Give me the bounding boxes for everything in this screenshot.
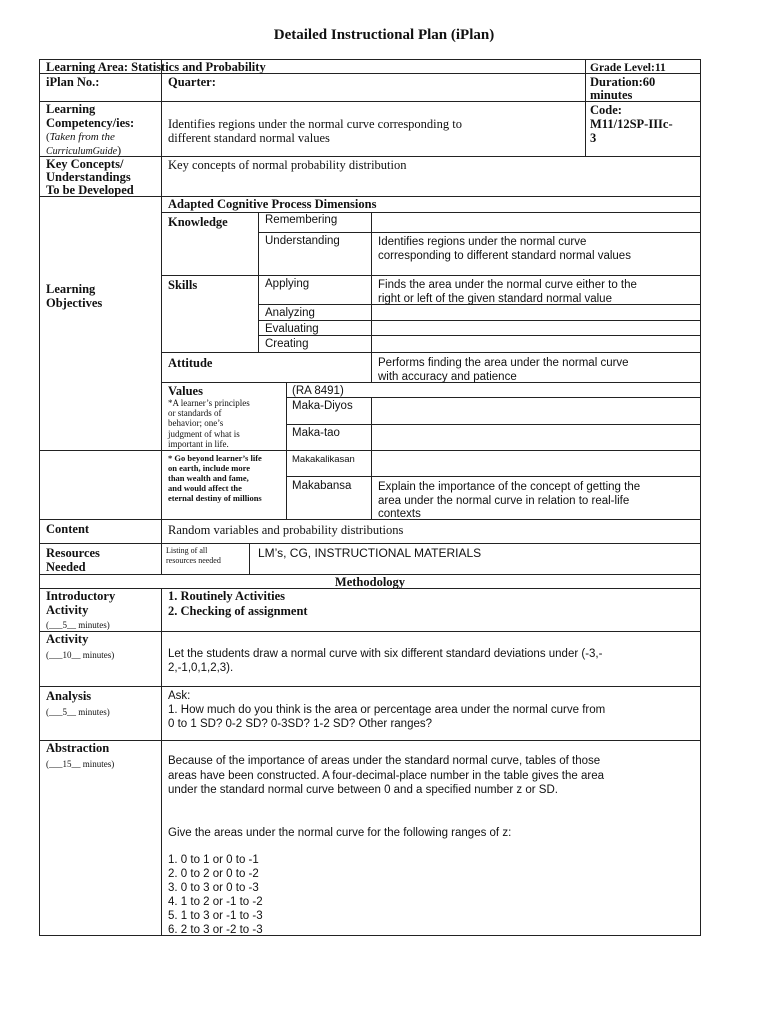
competency-text: different standard normal values	[168, 131, 330, 145]
dimensions-header: Adapted Cognitive Process Dimensions	[168, 197, 377, 211]
applying-text: Finds the area under the normal curve either to the	[378, 279, 637, 291]
row-divider	[39, 450, 161, 451]
source-note: CurriculumGuide	[46, 146, 118, 157]
range-item: 5. 1 to 3 or -1 to -3	[168, 910, 263, 922]
row-divider	[258, 232, 701, 233]
row-divider	[286, 424, 701, 425]
competency-label: Learning	[46, 102, 96, 116]
code-label: Code:	[590, 103, 622, 117]
abstraction-label: Abstraction	[46, 741, 110, 755]
quarter: Quarter:	[168, 75, 216, 89]
analysis-time: (___5__ minutes)	[46, 707, 110, 717]
intro-item: 2. Checking of assignment	[168, 604, 308, 618]
attitude-text: with accuracy and patience	[378, 371, 517, 383]
resources-label: Needed	[46, 560, 86, 574]
range-item: 4. 1 to 2 or -1 to -2	[168, 896, 263, 908]
intro-label: Activity	[46, 603, 89, 617]
knowledge-label: Knowledge	[168, 215, 228, 229]
row-divider	[161, 352, 701, 353]
understanding-text: corresponding to different standard normal values	[378, 250, 631, 262]
key-concepts-label: Understandings	[46, 170, 131, 184]
column-divider	[249, 543, 250, 574]
paren-close: )	[117, 143, 122, 157]
page-title: Detailed Instructional Plan (iPlan)	[273, 27, 495, 43]
column-divider	[371, 352, 372, 382]
objectives-label: Objectives	[46, 296, 103, 310]
values-note: judgment of what is	[168, 429, 240, 439]
competency-label: Competency/ies:	[46, 116, 135, 130]
analysis-label: Analysis	[46, 689, 92, 703]
activity-time: (___10__ minutes)	[46, 650, 115, 660]
intro-label: Introductory	[46, 589, 116, 603]
beyond-note: on earth, include more	[168, 463, 251, 473]
objectives-label: Learning	[46, 282, 96, 296]
maka-tao-label: Maka-tao	[292, 427, 340, 439]
creating-label: Creating	[265, 338, 309, 350]
resources-note: Listing of all	[166, 546, 208, 555]
makabansa-text: Explain the importance of the concept of getting the	[378, 481, 641, 493]
key-concepts-label: To be Developed	[46, 183, 134, 197]
values-note: behavior; one’s	[168, 418, 224, 428]
abstraction-instruction: Give the areas under the normal curve for the following ranges of z:	[168, 827, 512, 839]
beyond-note: than wealth and fame,	[168, 473, 249, 483]
competency-text: Identifies regions under the normal curve corresponding to	[168, 117, 463, 131]
row-divider	[161, 275, 701, 276]
evaluating-label: Evaluating	[265, 323, 319, 335]
activity-text: 2,-1,0,1,2,3).	[168, 662, 234, 674]
activity-text: Let the students draw a normal curve with six different standard deviations under (-3,-	[168, 648, 603, 660]
code-value: 3	[590, 131, 597, 145]
paren-open: (	[46, 131, 50, 143]
content-label: Content	[46, 522, 90, 536]
methodology-header: Methodology	[334, 575, 406, 589]
skills-label: Skills	[168, 278, 198, 292]
makabansa-text: area under the normal curve in relation to real-life	[378, 495, 630, 507]
range-item: 1. 0 to 1 or 0 to -1	[168, 854, 259, 866]
ra-label: (RA 8491)	[292, 385, 344, 397]
attitude-text: Performs finding the area under the normal curve	[378, 357, 629, 369]
range-item: 6. 2 to 3 or -2 to -3	[168, 924, 263, 936]
iplan-no: iPlan No.:	[46, 75, 100, 89]
understanding-label: Understanding	[265, 235, 340, 247]
abstraction-paragraph: Because of the importance of areas under the standard normal curve, tables of those	[168, 755, 601, 767]
abstraction-time: (___15__ minutes)	[46, 759, 115, 769]
row-divider	[286, 397, 701, 398]
abstraction-paragraph: under the standard normal curve between 0 and a specified number z or SD.	[168, 784, 558, 796]
grade-level: Grade Level:11	[590, 62, 666, 74]
key-concepts-label: Key Concepts/	[46, 157, 124, 171]
row-divider	[39, 631, 701, 632]
competency-source	[46, 130, 115, 144]
range-item: 3. 0 to 3 or 0 to -3	[168, 882, 259, 894]
row-divider	[39, 156, 701, 157]
row-divider	[39, 519, 701, 520]
understanding-text: Identifies regions under the normal curve	[378, 236, 587, 248]
column-divider	[258, 212, 259, 352]
intro-time: (___5__ minutes)	[46, 620, 110, 630]
values-label: Values	[168, 384, 203, 398]
duration: Duration:60	[590, 75, 656, 89]
range-item: 2. 0 to 2 or 0 to -2	[168, 868, 259, 880]
beyond-note: eternal destiny of millions	[168, 493, 262, 503]
row-divider	[39, 686, 701, 687]
remembering-label: Remembering	[265, 214, 338, 226]
row-divider	[286, 476, 701, 477]
column-divider	[585, 59, 586, 156]
row-divider	[161, 450, 701, 451]
column-divider	[161, 519, 162, 574]
content-text: Random variables and probability distributions	[168, 523, 404, 537]
analyzing-label: Analyzing	[265, 307, 315, 319]
abstraction-paragraph: areas have been constructed. A four-decimal-place number in the table gives the area	[168, 770, 604, 782]
duration-unit: minutes	[590, 88, 633, 102]
column-divider	[286, 382, 287, 519]
column-divider	[161, 59, 162, 519]
makabansa-text: contexts	[378, 508, 421, 520]
values-note: *A learner’s principles	[168, 398, 250, 408]
beyond-note: and would affect the	[168, 483, 242, 493]
makabansa-label: Makabansa	[292, 480, 352, 492]
activity-label: Activity	[46, 632, 89, 646]
intro-item: 1. Routinely Activities	[168, 589, 286, 603]
applying-label: Applying	[265, 278, 310, 290]
learning-area: Learning Area: Statistics and Probability	[46, 60, 266, 74]
resources-note: resources needed	[166, 556, 221, 565]
values-note: or standards of	[168, 408, 222, 418]
column-divider	[161, 588, 162, 936]
row-divider	[161, 212, 701, 213]
beyond-note: * Go beyond learner’s life	[168, 453, 262, 463]
row-divider	[258, 320, 701, 321]
analysis-text: 0 to 1 SD? 0-2 SD? 0-3SD? 1-2 SD? Other ranges?	[168, 718, 433, 730]
resources-label: Resources	[46, 546, 100, 560]
source-note: Taken from the	[49, 131, 115, 143]
maka-diyos-label: Maka-Diyos	[292, 400, 353, 412]
key-concepts-text: Key concepts of normal probability distribution	[168, 158, 407, 172]
applying-text: right or left of the given standard normal value	[378, 293, 612, 305]
code-value: M11/12SP-IIIc-	[590, 117, 673, 131]
column-divider	[371, 397, 372, 519]
resources-text: LM’s, CG, INSTRUCTIONAL MATERIALS	[258, 546, 482, 560]
analysis-text: 1. How much do you think is the area or percentage area under the normal curve from	[168, 704, 606, 716]
values-note: important in life.	[168, 439, 229, 449]
attitude-label: Attitude	[168, 356, 213, 370]
column-divider	[371, 212, 372, 352]
analysis-ask: Ask:	[168, 690, 191, 702]
row-divider	[258, 335, 701, 336]
row-divider	[39, 543, 701, 544]
row-divider	[39, 740, 701, 741]
makakalikasan-label: Makakalikasan	[292, 454, 355, 465]
